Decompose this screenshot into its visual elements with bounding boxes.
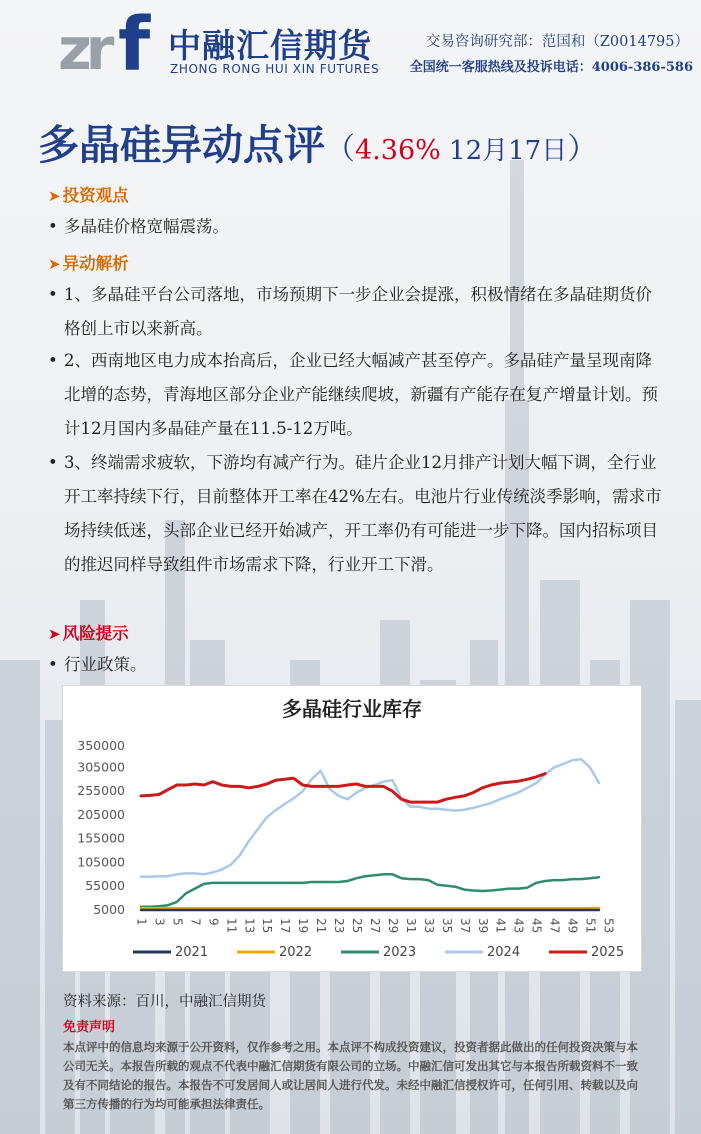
x-tick-label: 33 — [421, 918, 436, 934]
x-tick-label: 29 — [385, 918, 400, 934]
title-close-paren: ） — [567, 132, 598, 167]
legend-label-2023: 2023 — [383, 945, 417, 960]
list-item: • 1、多晶硅平台公司落地，市场预期下一步企业会提涨，积极情绪在多晶硅期货价格创上市以来新高。 — [48, 278, 668, 346]
section-heading-analysis: ➤ 异动解析 — [48, 254, 129, 273]
logo-company-name: 中融汇信期货 — [168, 26, 372, 65]
x-tick-label: 37 — [457, 918, 472, 934]
x-tick-label: 41 — [493, 918, 508, 934]
inventory-chart — [62, 685, 642, 972]
x-tick-label: 7 — [188, 918, 203, 926]
list-item: • 行业政策。 — [48, 648, 668, 682]
section-heading-risk: ➤ 风险提示 — [48, 624, 129, 643]
report-header — [0, 0, 701, 100]
series-line-2024 — [141, 759, 599, 876]
title-date: 12月17日 — [440, 136, 568, 166]
y-tick-label: 105000 — [77, 854, 125, 870]
bullet-icon: • — [48, 217, 58, 236]
x-tick-label: 53 — [601, 918, 616, 934]
list-item: • 3、终端需求疲软，下游均有减产行为。硅片企业12月排产计划大幅下调，全行业开工率持续下行，目前整体开工率在42%左右。电池片行业传统淡季影响，需求市场持续低迷，头部企业已经开始减产，开工率仍有可能进一步下降。国内招标项目的推迟同样导致组件市场需求下降，行业开工下滑。 — [48, 446, 668, 582]
title-percent: 4.36% — [355, 135, 441, 166]
logo-mark-right: f — [118, 2, 151, 88]
x-tick-label: 17 — [278, 918, 293, 934]
x-tick-label: 25 — [350, 918, 365, 934]
legend-label-2021: 2021 — [175, 945, 209, 960]
y-tick-label: 255000 — [77, 783, 125, 799]
x-tick-label: 5 — [170, 918, 185, 926]
x-tick-label: 31 — [403, 918, 418, 934]
x-tick-label: 11 — [224, 918, 239, 934]
contact-research: 交易咨询研究部：范国和（Z0014795） — [425, 34, 689, 50]
arrow-right-icon: ➤ — [48, 625, 61, 643]
page-title — [38, 112, 597, 171]
y-tick-label: 55000 — [85, 878, 125, 894]
data-source: 资料来源：百川，中融汇信期货 — [63, 994, 266, 1010]
logo-mark-left: zr — [58, 15, 109, 83]
x-tick-label: 51 — [583, 918, 598, 934]
title-open-paren: （ — [325, 132, 355, 167]
y-tick-label: 5000 — [93, 902, 125, 917]
x-tick-label: 1 — [134, 918, 149, 926]
y-tick-label: 205000 — [77, 806, 125, 822]
y-tick-label: 155000 — [77, 830, 125, 846]
bullet-icon: • — [48, 453, 58, 472]
x-tick-label: 39 — [475, 918, 490, 934]
disclaimer-text: 本点评中的信息均来源于公开资料，仅作参考之用。本点评不构成投资建议，投资者据此做出的任何投资决策与本公司无关。本报告所载的观点不代表中融汇信期货有限公司的立场。中融汇信可发出其它与本报告所载资料不一致及有不同结论的报告。本报告不可发居间人或让居间人进行代发。未经中融汇信授权许可，任何引用、转载以及向第三方传播的行为均可能承担法律责任。 — [63, 1040, 638, 1111]
x-tick-label: 49 — [565, 918, 580, 934]
legend-label-2025: 2025 — [591, 945, 625, 960]
bullet-icon: • — [48, 285, 58, 304]
x-tick-label: 21 — [314, 918, 329, 934]
list-item: • 2、西南地区电力成本抬高后，企业已经大幅减产甚至停产。多晶硅产量呈现南降北增的态势，青海地区部分企业产能继续爬坡，新疆有产能存在复产增量计划。预计12月国内多晶硅产量在11.5-12万吨。 — [48, 344, 668, 446]
list-item: • 多晶硅价格宽幅震荡。 — [48, 210, 668, 244]
x-tick-label: 19 — [296, 918, 311, 934]
x-tick-label: 45 — [529, 918, 544, 934]
x-tick-label: 35 — [439, 918, 454, 934]
x-tick-label: 47 — [547, 918, 562, 934]
chart-title: 多晶硅行业库存 — [282, 697, 422, 721]
x-tick-label: 9 — [206, 918, 221, 926]
x-tick-label: 43 — [511, 918, 526, 934]
logo-company-name-en: ZHONG RONG HUI XIN FUTURES — [170, 62, 380, 76]
x-tick-label: 23 — [332, 918, 347, 934]
series-line-2023 — [141, 874, 599, 906]
legend-label-2022: 2022 — [279, 945, 313, 960]
y-tick-label: 350000 — [77, 738, 125, 753]
x-tick-label: 27 — [368, 918, 382, 934]
bullet-icon: • — [48, 351, 58, 370]
x-tick-label: 3 — [152, 918, 167, 926]
disclaimer-title: 免责声明 — [63, 1020, 116, 1035]
x-tick-label: 15 — [260, 918, 275, 934]
bullet-icon: • — [48, 655, 58, 674]
y-tick-label: 305000 — [77, 759, 125, 775]
arrow-right-icon: ➤ — [48, 255, 61, 273]
title-main: 多晶硅异动点评 — [38, 121, 325, 169]
section-heading-view: ➤ 投资观点 — [48, 186, 129, 205]
arrow-right-icon: ➤ — [48, 187, 61, 205]
x-tick-label: 13 — [242, 918, 257, 934]
inventory-chart-svg — [63, 686, 641, 971]
contact-hotline: 全国统一客服热线及投诉电话：4006-386-586 — [409, 60, 693, 75]
legend-label-2024: 2024 — [487, 945, 521, 960]
